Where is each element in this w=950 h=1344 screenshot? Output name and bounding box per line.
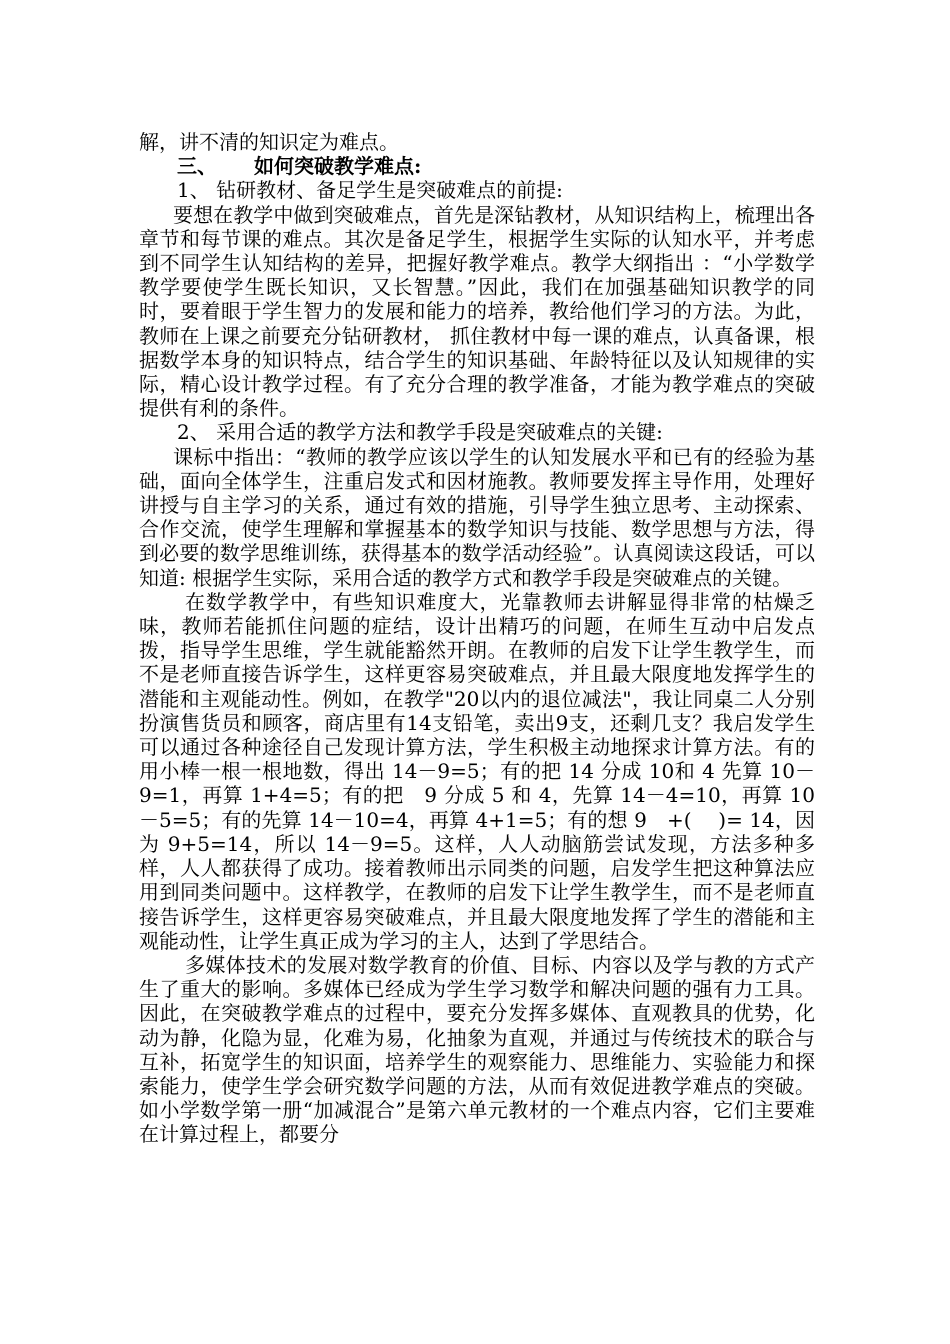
subheading-1: 1、 钻研教材、备足学生是突破难点的前提: bbox=[177, 178, 563, 203]
subheading-2: 2、 采用合适的教学方法和教学手段是突破难点的关键: bbox=[177, 420, 663, 445]
paragraph-multimedia: 多媒体技术的发展对数学教育的价值、目标、内容以及学与教的方式产生了重大的影响。多媒体已经成为学生学习数学和解决问题的强有力工具。因此，在突破教学难点的过程中，要充分发挥多媒体、直观教具的优势，化动为静，化隐为显，化难为易，化抽象为直观，并通过与传统技术的联合与互补，拓宽学生的知识面，培养学生的观察能力、思维能力、实验能力和探索能力，使学生学会研究数学问题的方法，从而有效促进教学难点的突破。如小学数学第一册“加减混合”是第六单元教材的一个难点内容，它们主要难在计算过程上，都要分 bbox=[139, 952, 815, 1147]
document-body bbox=[139, 130, 815, 1147]
paragraph-continuation: 解，讲不清的知识定为难点。 bbox=[139, 130, 399, 154]
paragraph-study-materials: 要想在教学中做到突破难点，首先是深钻教材，从知识结构上，梳理出各章节和每节课的难点。其次是备足学生，根据学生实际的认知水平，并考虑到不同学生认知结构的差异，把握好教学难点。教学大纲指出 ：“小学数学教学要使学生既长知识，又长智慧。”因此，我们在加强基础知识教学的同时，要着眼于学生智力的发展和能力的培养，教给他们学习的方法。为此，教师在上课之前要充分钻研教材， 抓住教材中每一课的难点，认真备课，根据数学本身的知识特点，结合学生的知识基础、年龄特征以及认知规律的实际，精心设计教学过程。有了充分合理的教学准备，才能为教学难点的突破提供有利的条件。 bbox=[139, 202, 815, 421]
section-heading-3: 三、 如何突破教学难点: bbox=[177, 154, 422, 179]
paragraph-teaching-example: 在数学教学中，有些知识难度大，光靠教师去讲解显得非常的枯燥乏味，教师若能抓住问题的症结，设计出精巧的问题，在师生互动中启发点拨，指导学生思维，学生就能豁然开朗。在教师的启发下让学生教学生，而不是老师直接告诉学生，这样更容易突破难点，并且最大限度地发挥学生的潜能和主观能动性。例如，在教学"20以内的退位减法"，我让同桌二人分别扮演售货员和顾客，商店里有14支铅笔，卖出9支，还剩几支？我启发学生可以通过各种途径自己发现计算方法，学生积极主动地探求计算方法。有的用小棒一根一根地数，得出 14－9=5；有的把 14 分成 10和 4 先算 10－9=1，再算 1+4=5；有的把 9 分成 5 和 4，先算 14－4=10，再算 10－5=5；有的先算 14－10=4，再算 4+1=5；有的想 9 +( )= 14，因为 9+5=14，所以 14－9=5。这样，人人动脑筋尝试发现，方法多种多样，人人都获得了成功。接着教师出示同类的问题，启发学生把这种算法应用到同类问题中。这样教学，在教师的启发下让学生教学生，而不是老师直接告诉学生，这样更容易突破难点，并且最大限度地发挥了学生的潜能和主观能动性，让学生真正成为学习的主人，达到了学思结合。 bbox=[139, 589, 815, 953]
paragraph-curriculum-quote: 课标中指出：“教师的教学应该以学生的认知发展水平和已有的经验为基础，面向全体学生，注重启发式和因材施教。教师要发挥主导作用，处理好讲授与自主学习的关系，通过有效的措施，引导学生独立思考、主动探索、合作交流，使学生理解和掌握基本的数学知识与技能、数学思想与方法，得到必要的数学思维训练，获得基本的数学活动经验”。认真阅读这段话，可以知道: 根据学生实际，采用合适的教学方式和教学手段是突破难点的关键。 bbox=[139, 444, 815, 590]
